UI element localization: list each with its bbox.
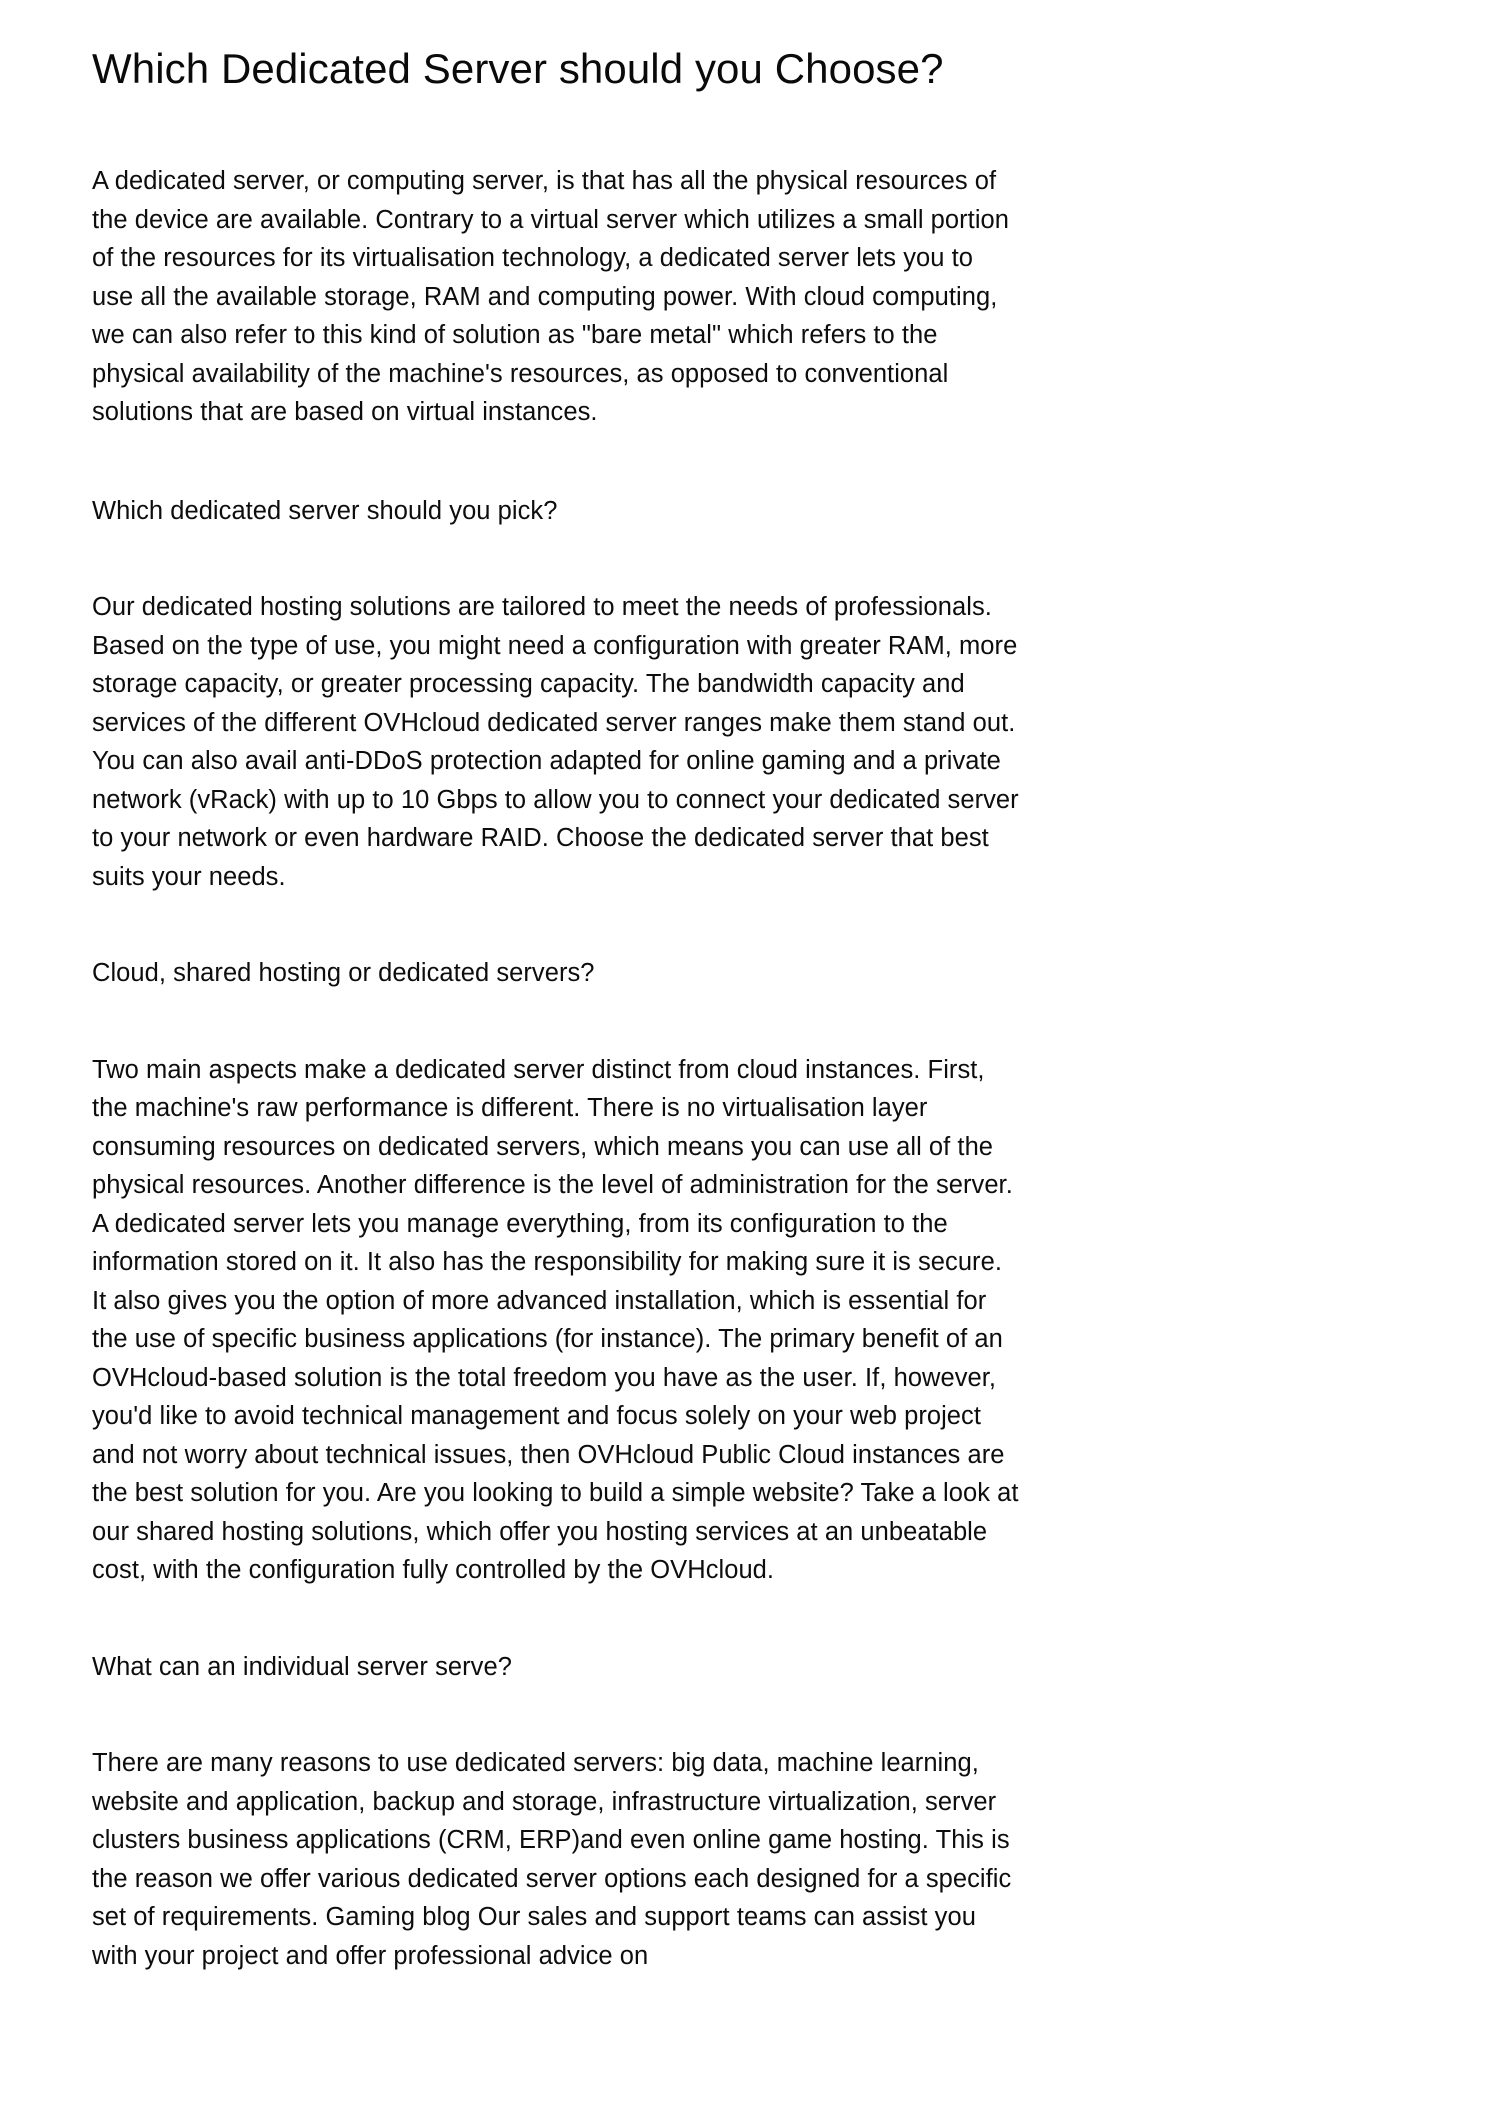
spacer-heading4-paragraph4 — [92, 1686, 1422, 1744]
spacer-title-paragraph1 — [92, 94, 1422, 162]
spacer-paragraph1-heading2 — [92, 432, 1422, 492]
page-title: Which Dedicated Server should you Choose? — [92, 45, 944, 92]
section-heading-which-dedicated-server: Which dedicated server should you pick? — [92, 496, 558, 525]
spacer-heading3-paragraph3 — [92, 993, 1422, 1051]
paragraph-1: A dedicated server, or computing server, is that has all the physical resources of the device are available. Contrary to a virtual server which utilizes a small portion of the resources for its virtualisation technology, a dedicated server lets you to use all the available storage, RAM and computing power. With cloud computing, we can also refer to this kind of solution as "bare metal" which refers to the physical availability of the machine's resources, as opposed to conventional solutions that are based on virtual instances. — [92, 167, 1009, 426]
spacer-paragraph2-heading3 — [92, 896, 1422, 954]
spacer-paragraph3-heading4 — [92, 1590, 1422, 1648]
paragraph-4: There are many reasons to use dedicated servers: big data, machine learning, website and application, backup and storage, infrastructure virtualization, server clusters business applications (CRM, ERP)and even online game hosting. This is the reason we offer various dedicated server options each designed for a specific set of requirements. Gaming blog Our sales and support teams can assist you with your project and offer professional advice on — [92, 1749, 1012, 1970]
paragraph-3: Two main aspects make a dedicated server distinct from cloud instances. First, the machine's raw performance is different. There is no virtualisation layer consuming resources on dedicated servers, which means you can use all of the physical resources. Another difference is the level of administration for the server. A dedicated server lets you manage everything, from its configuration to the information stored on it. It also has the responsibility for making sure it is secure. It also gives you the option of more advanced installation, which is essential for the use of specific business applications (for instance). The primary benefit of an OVHcloud-based solution is the total freedom you have as the user. If, however, you'd like to avoid technical management and focus solely on your web project and not worry about technical issues, then OVHcloud Public Cloud instances are the best solution for you. Are you looking to build a simple website? Take a look at our shared hosting solutions, which offer you hosting services at an unbeatable cost, with the configuration fully controlled by the OVHcloud. — [92, 1055, 1019, 1584]
section-heading-individual-server: What can an individual server serve? — [92, 1652, 512, 1681]
document-content-column — [92, 0, 1422, 1975]
spacer-heading2-paragraph2 — [92, 530, 1422, 588]
section-heading-cloud-shared-hosting: Cloud, shared hosting or dedicated servers? — [92, 959, 595, 987]
paragraph-2: Our dedicated hosting solutions are tailored to meet the needs of professionals. Based on the type of use, you might need a configuration with greater RAM, more storage capacity, or greater processing capacity. The bandwidth capacity and services of the different OVHcloud dedicated server ranges make them stand out. You can also avail anti-DDoS protection adapted for online gaming and a private network (vRack) with up to 10 Gbps to allow you to connect your dedicated server to your network or even hardware RAID. Choose the dedicated server that best suits your needs. — [92, 593, 1019, 891]
